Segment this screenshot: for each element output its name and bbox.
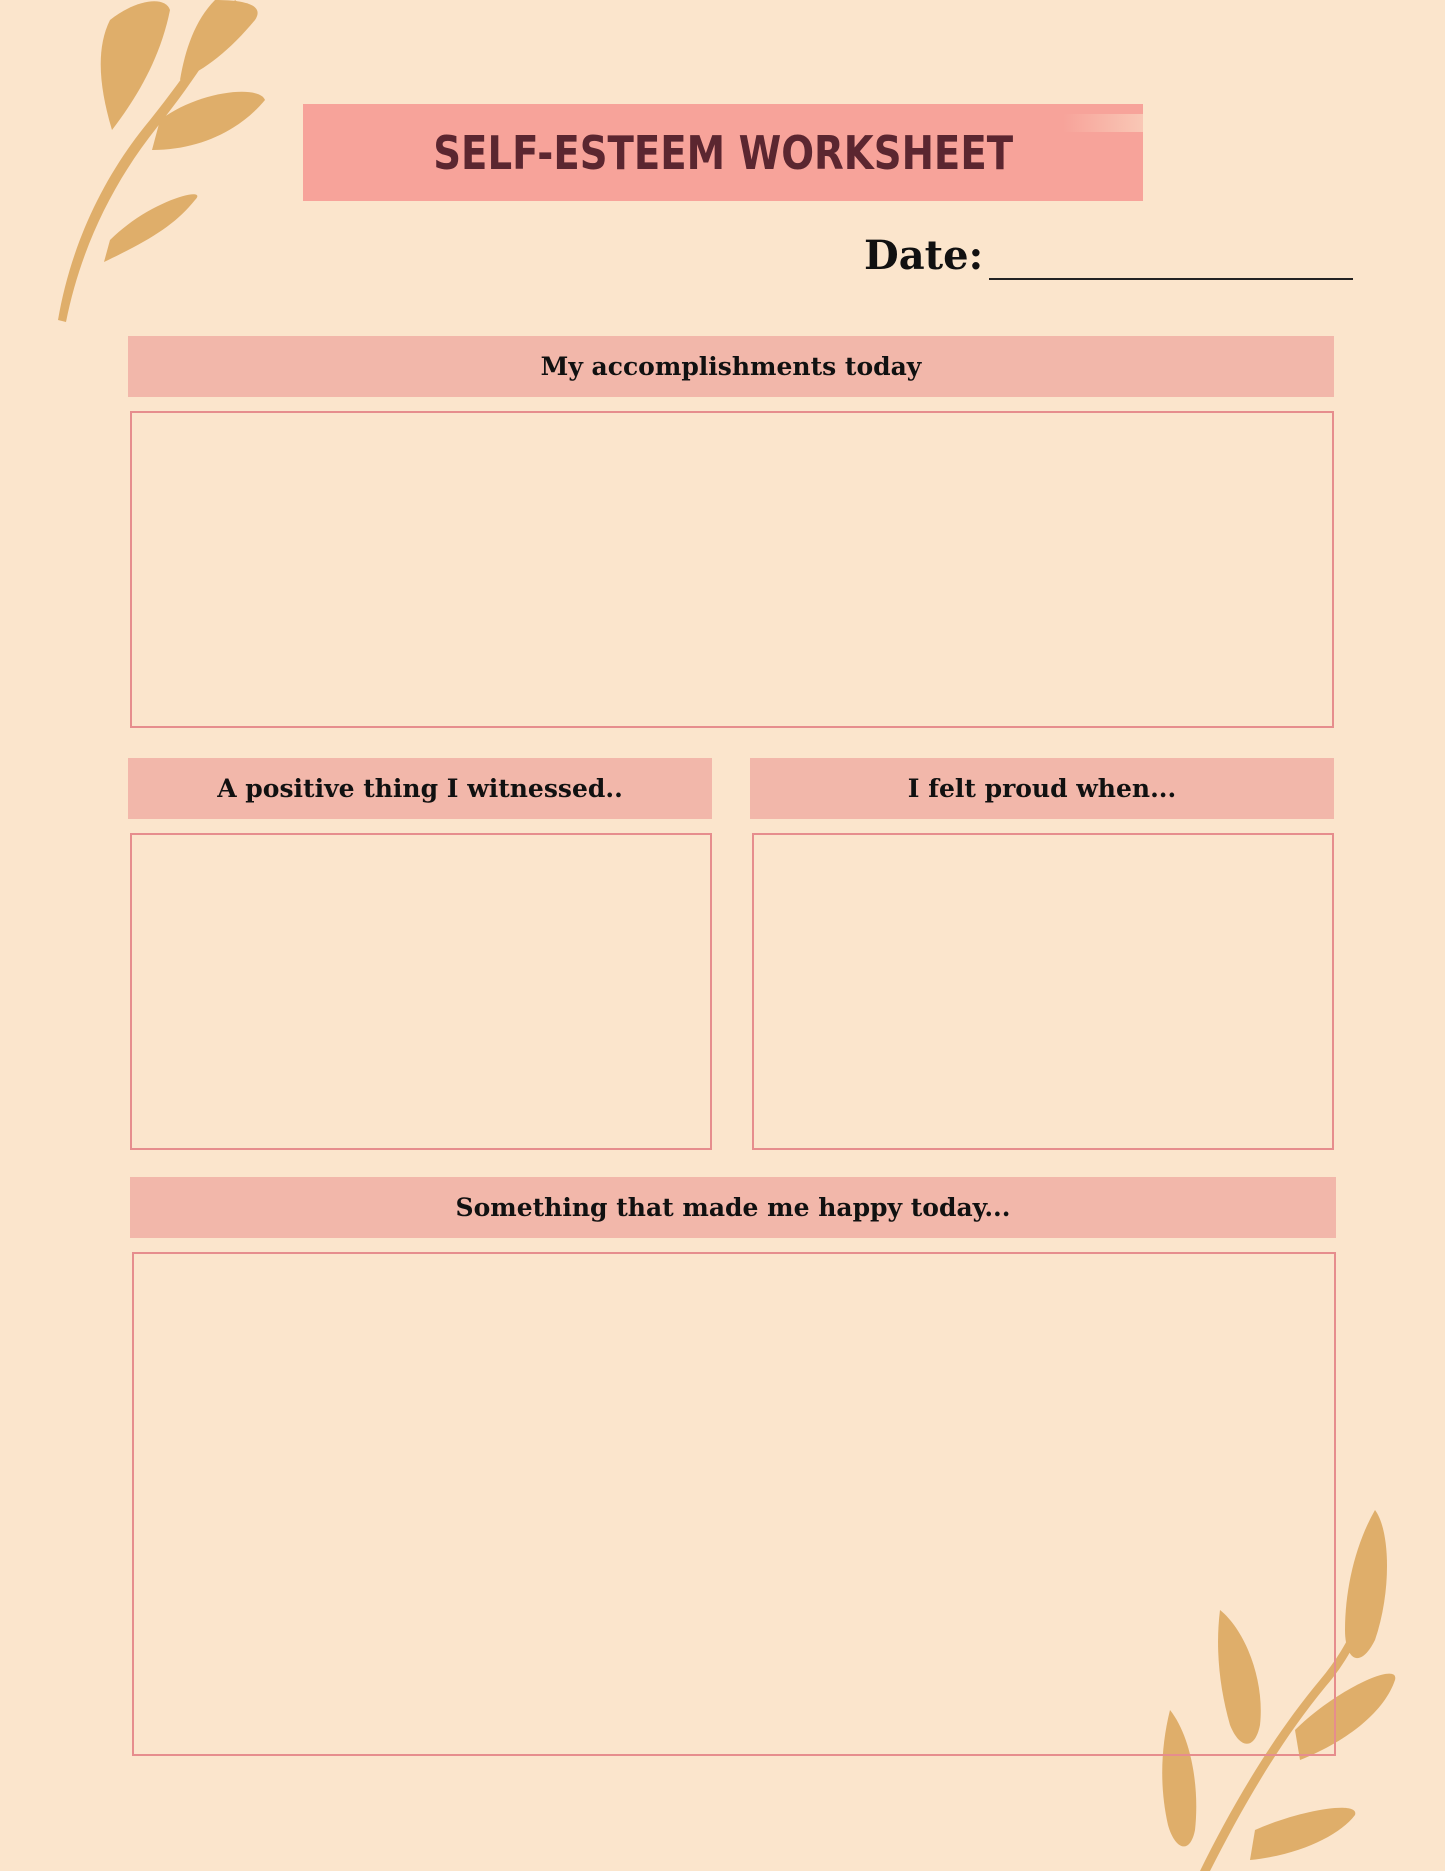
section-header-positive-thing — [128, 758, 712, 819]
title-banner — [303, 104, 1143, 201]
date-label: Date: — [864, 232, 984, 279]
accomplishments-writing-box[interactable] — [130, 411, 1334, 728]
leaf-branch-icon — [40, 0, 280, 330]
date-field — [864, 232, 1353, 279]
happy-today-writing-box[interactable] — [132, 1252, 1336, 1756]
positive-thing-writing-box[interactable] — [130, 833, 712, 1150]
section-heading: I felt proud when... — [907, 774, 1177, 803]
section-heading: My accomplishments today — [540, 352, 922, 381]
section-heading: A positive thing I witnessed.. — [217, 774, 623, 803]
section-header-accomplishments — [128, 336, 1334, 397]
page-title: SELF-ESTEEM WORKSHEET — [433, 125, 1013, 180]
section-heading: Something that made me happy today... — [455, 1193, 1011, 1222]
date-input-line[interactable] — [989, 278, 1353, 280]
felt-proud-writing-box[interactable] — [752, 833, 1334, 1150]
section-header-happy-today — [130, 1177, 1336, 1238]
section-header-felt-proud — [750, 758, 1334, 819]
